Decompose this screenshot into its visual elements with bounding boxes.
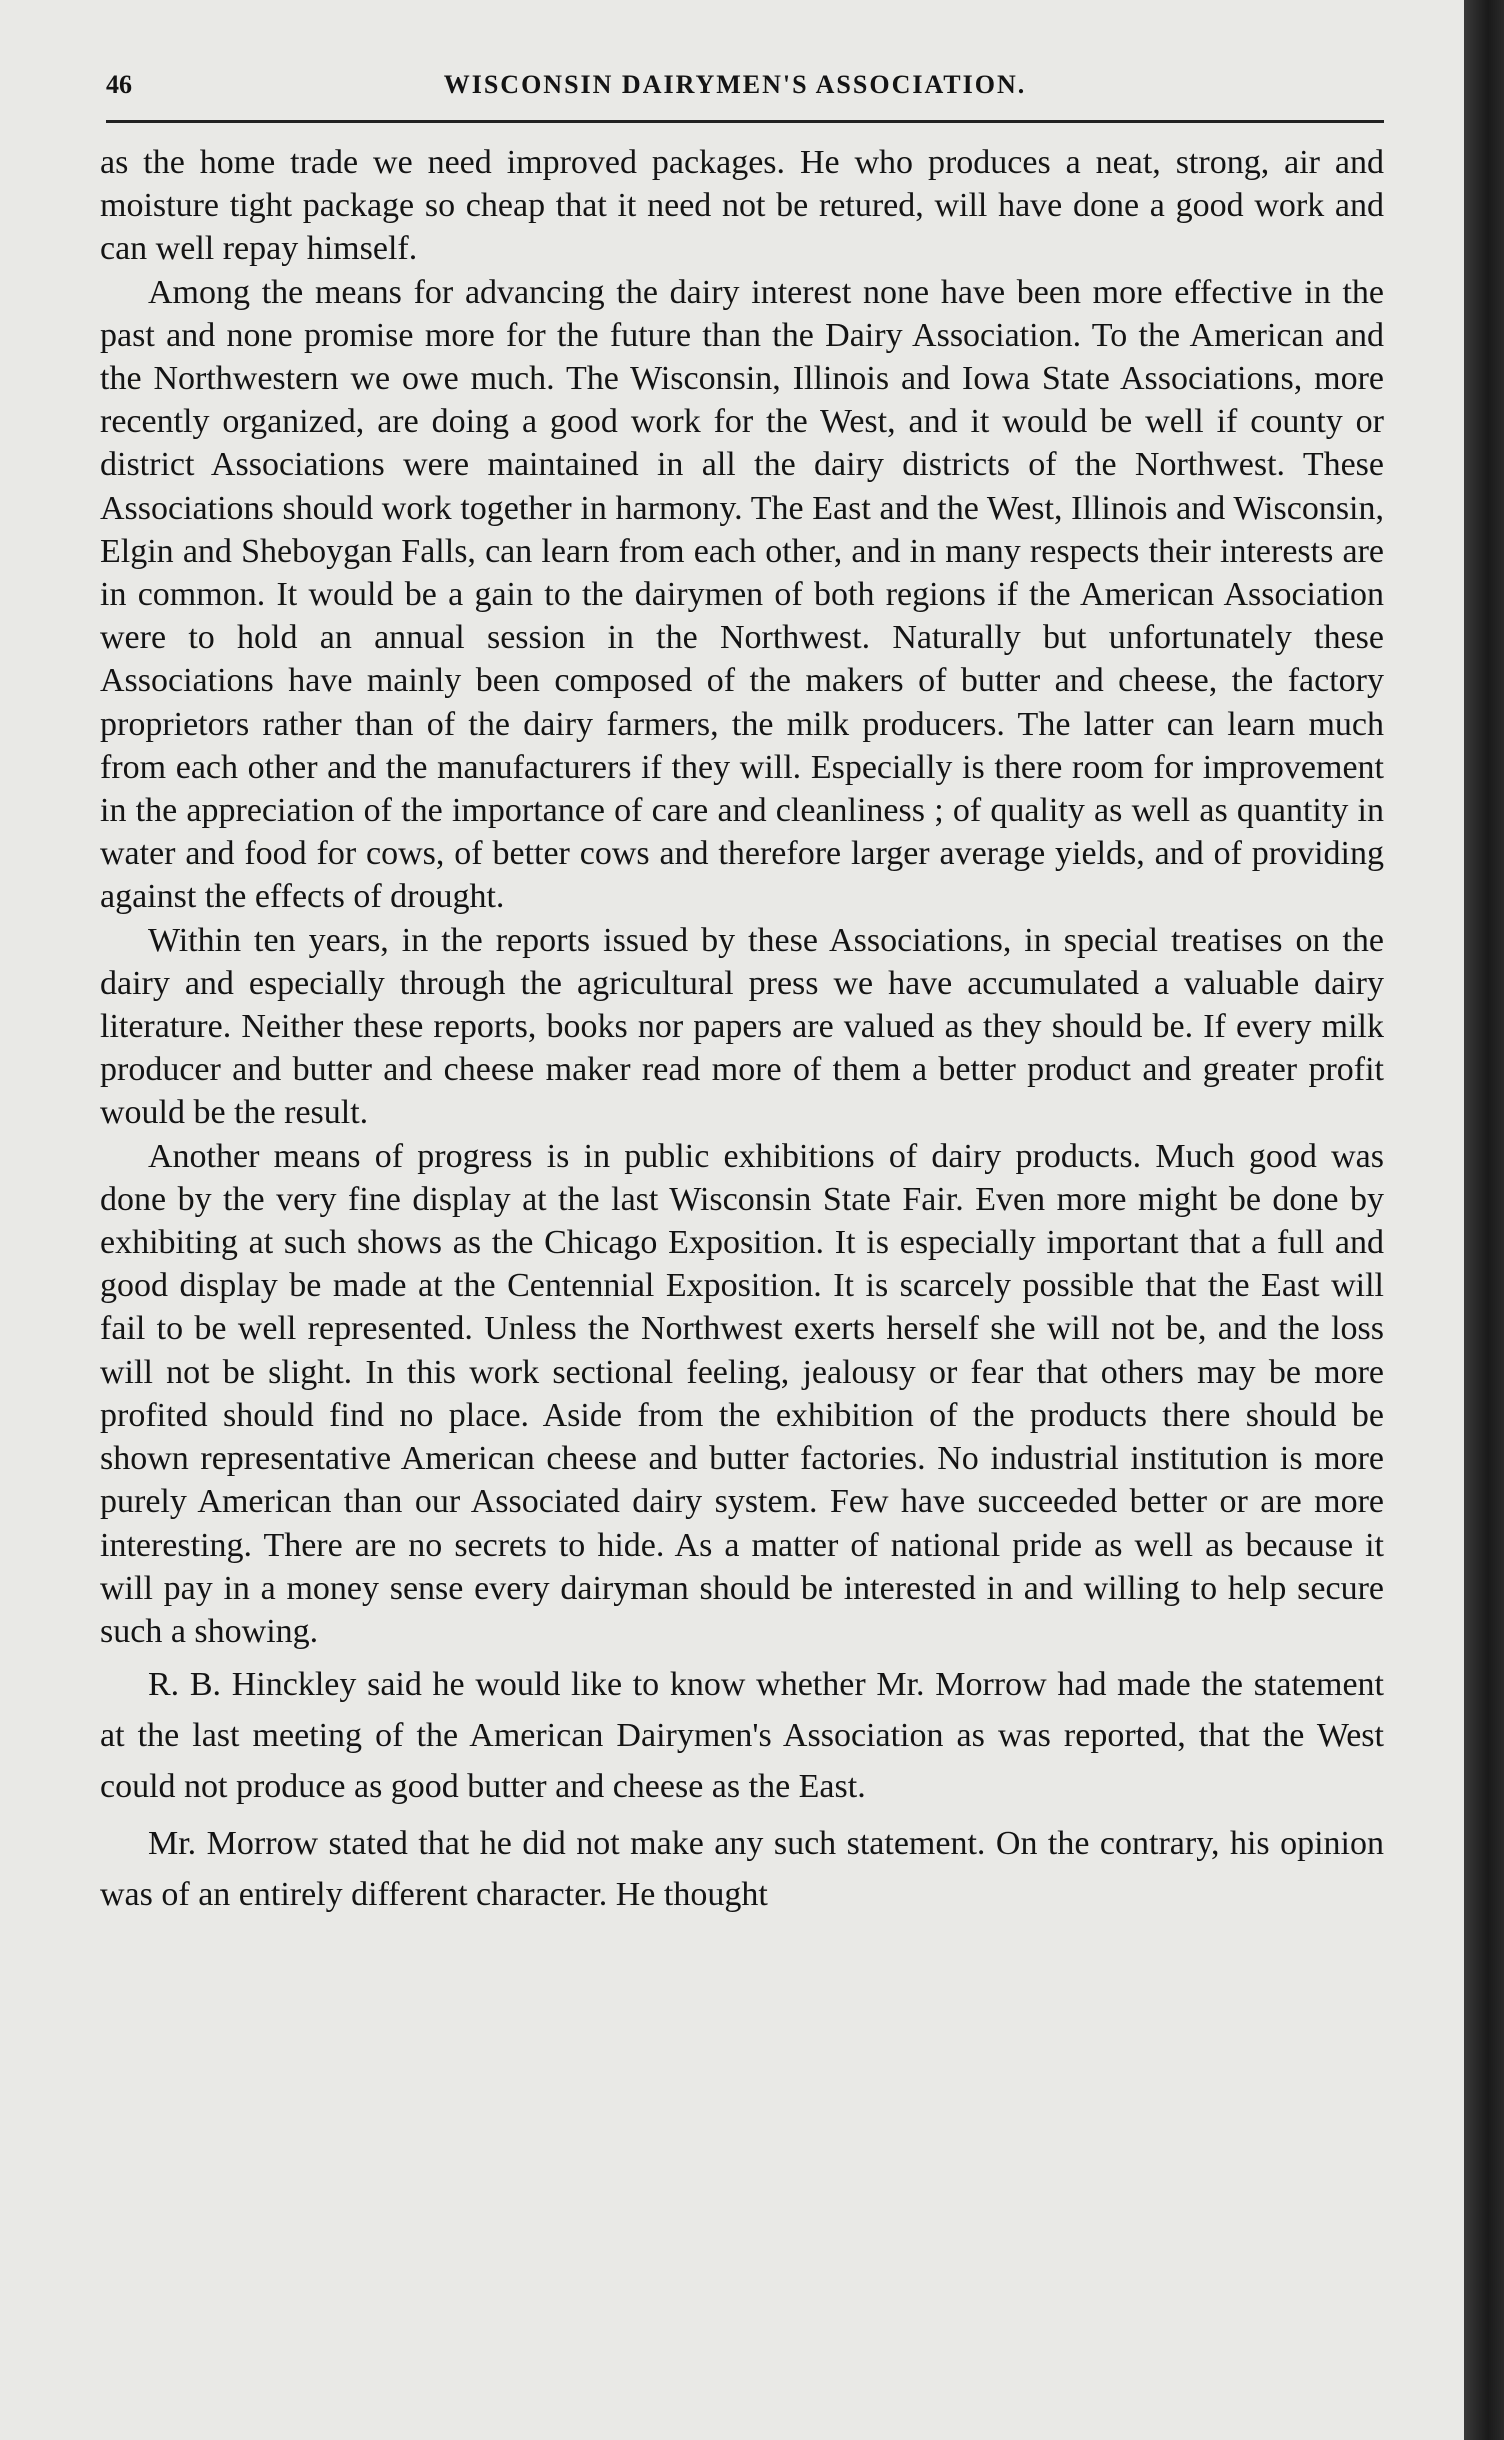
page-number: 46 xyxy=(106,70,132,99)
discussion-section xyxy=(100,1659,1384,1920)
page-edge-shadow xyxy=(1464,0,1504,2440)
running-head: WISCONSIN DAIRYMEN'S ASSOCIATION. xyxy=(443,70,1027,99)
page-header xyxy=(106,70,1384,123)
paragraph: as the home trade we need improved packages. He who produces a neat, strong, air and moisture tight package so cheap that it need not be retured, will have done a good work and can well repay himself. xyxy=(100,144,1384,268)
paragraph: Within ten years, in the reports issued by these Associations, in special treatises on the dairy and especially through the agricultural press we have accumulated a valuable dairy literature. Neither these reports, books nor papers are valued as they should be. If every milk producer and butter and cheese maker read more of them a better product and greater profit would be the result. xyxy=(100,921,1384,1132)
paragraph: Among the means for advancing the dairy interest none have been more effective in the past and none promise more for the future than the Dairy Association. To the American and the Northwestern we owe much. The Wisconsin, Illinois and Iowa State Associations, more recently organized, are doing a good work for the West, and it would be well if county or district Associations were maintained in all the dairy districts of the Northwest. These Associations should work together in harmony. The East and the West, Illinois and Wisconsin, Elgin and Sheboygan Falls, can learn from each other, and in many respects their interests are in common. It would be a gain to the dairymen of both regions if the American Association were to hold an annual session in the Northwest. Naturally but unfortunately these Associations have mainly been composed of the makers of butter and cheese, the factory proprietors rather than of the dairy farmers, the milk producers. The latter can learn much from each other and the manufacturers if they will. Especially is there room for improvement in the appreciation of the importance of care and cleanliness ; of quality as well as quantity in water and food for cows, of better cows and therefore larger average yields, and of providing against the effects of drought. xyxy=(100,273,1384,916)
body-text xyxy=(100,141,1384,1653)
discussion-paragraph: R. B. Hinckley said he would like to know whether Mr. Morrow had made the statement at the last meeting of the American Dairymen's Association as was reported, that the West could not produce as good butter and cheese as the East. xyxy=(100,1666,1384,1806)
discussion-paragraph: Mr. Morrow stated that he did not make any such statement. On the contrary, his opinion was of an entirely different character. He thought xyxy=(100,1825,1384,1914)
paragraph: Another means of progress is in public exhibitions of dairy products. Much good was done by the very fine display at the last Wisconsin State Fair. Even more might be done by exhibiting at such shows as the Chicago Exposition. It is especially important that a full and good display be made at the Centennial Exposition. It is scarcely possible that the East will fail to be well represented. Unless the Northwest exerts herself she will not be, and the loss will not be slight. In this work sectional feeling, jealousy or fear that others may be more profited should find no place. Aside from the exhibition of the products there should be shown representative American cheese and butter factories. No industrial institution is more purely American than our Associated dairy system. Few have succeeded better or are more interesting. There are no secrets to hide. As a matter of national pride as well as because it will pay in a money sense every dairyman should be interested in and willing to help secure such a showing. xyxy=(100,1137,1384,1650)
